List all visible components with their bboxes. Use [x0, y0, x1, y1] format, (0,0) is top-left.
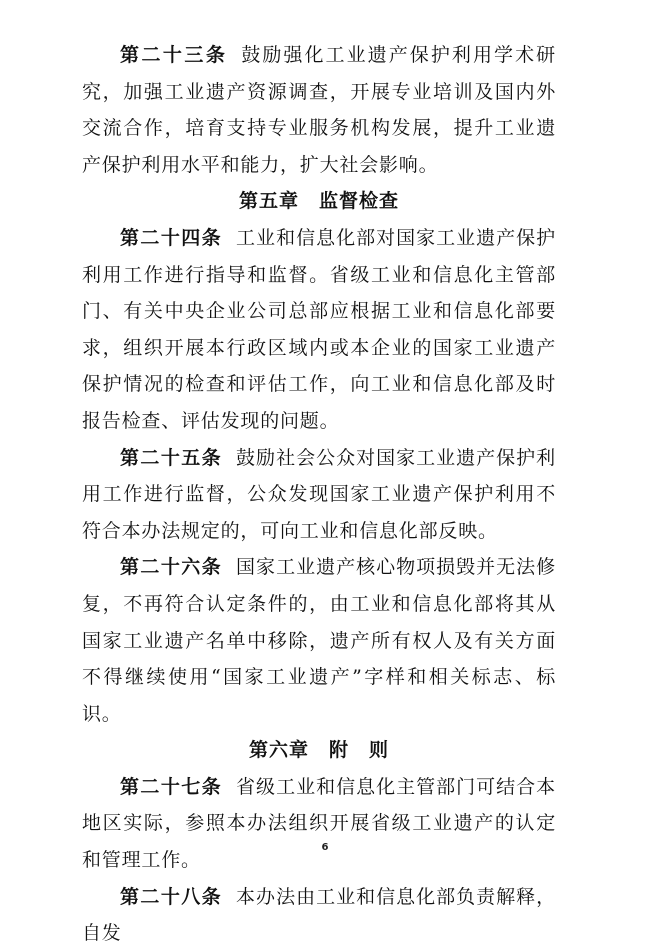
article-label: 第二十四条 [120, 226, 223, 249]
article-label: 第二十五条 [120, 446, 223, 469]
article-text: 鼓励社会公众对国家工业遗产保护利用工作进行监督，公众发现国家工业遗产保护利用不符合本办法规定的，可向工业和信息化部反映。 [82, 446, 556, 542]
chapter-6-heading [82, 732, 556, 769]
chapter-number: 第五章 [238, 190, 299, 213]
chapter-title: 监督检查 [319, 190, 400, 213]
article-26 [82, 549, 556, 732]
article-text: 工业和信息化部对国家工业遗产保护利用工作进行指导和监督。省级工业和信息化主管部门、有关中央企业公司总部应根据工业和信息化部要求，组织开展本行政区域内或本企业的国家工业遗产保护情况的检查和评估工作，向工业和信息化部及时报告检查、评估发现的问题。 [82, 226, 556, 432]
document-body [82, 37, 556, 952]
article-text: 省级工业和信息化主管部门可结合本地区实际，参照本办法组织开展省级工业遗产的认定和管理工作。 [82, 775, 556, 872]
article-23 [82, 37, 556, 183]
article-28 [82, 879, 556, 952]
chapter-5-heading [82, 183, 556, 220]
article-label: 第二十三条 [120, 44, 228, 66]
article-24 [82, 220, 556, 440]
chapter-title: 附 则 [329, 739, 390, 762]
article-label: 第二十七条 [120, 775, 223, 798]
article-text: 鼓励强化工业遗产保护利用学术研究，加强工业遗产资源调查，开展专业培训及国内外交流合作，培育支持专业服务机构发展，提升工业遗产保护利用水平和能力，扩大社会影响。 [82, 44, 556, 176]
article-25 [82, 440, 556, 550]
article-text: 国家工业遗产核心物项损毁并无法修复，不再符合认定条件的，由工业和信息化部将其从国家工业遗产名单中移除，遗产所有权人及有关方面不得继续使用“国家工业遗产”字样和相关标志、标识。 [82, 556, 556, 725]
article-text: 本办法由工业和信息化部负责解释，自发 [82, 885, 556, 945]
article-label: 第二十八条 [120, 885, 223, 908]
article-27 [82, 769, 556, 879]
chapter-number: 第六章 [248, 739, 309, 762]
article-label: 第二十六条 [120, 556, 223, 579]
page-number: 6 [321, 842, 329, 853]
